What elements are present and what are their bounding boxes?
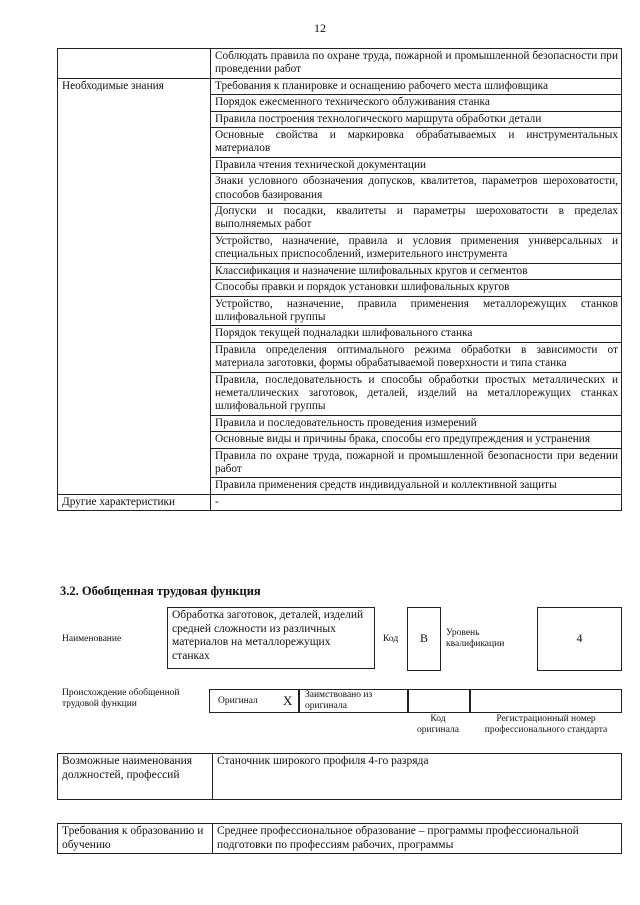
knowledge-item: Порядок ежесменного технического облуживания станка (211, 95, 622, 111)
code-original-cell (407, 689, 471, 713)
original-label: Оригинал (218, 696, 258, 706)
knowledge-item: Правила применения средств индивидуальной и коллективной защиты (211, 478, 622, 494)
level-value-box: 4 (537, 607, 622, 671)
knowledge-item: Правила, последовательность и способы обработки простых металлических и неметаллических заготовок, деталей, изделий на металлорежущих станках шлифовальной группы (211, 372, 622, 415)
other-characteristics-label: Другие характеристики (58, 494, 211, 510)
knowledge-item: Классификация и назначение шлифовальных кругов и сегментов (211, 263, 622, 279)
name-label: Наименование (62, 634, 122, 644)
level-label: Уровень квалификации (446, 628, 505, 649)
professions-label: Возможные наименования должностей, профессий (58, 754, 213, 800)
knowledge-item: Основные виды и причины брака, способы его предупреждения и устранения (211, 432, 622, 448)
knowledge-item: Правила по охране труда, пожарной и промышленной безопасности при ведении работ (211, 448, 622, 478)
code-original-label: Код оригинала (417, 714, 459, 735)
knowledge-label: Необходимые знания (58, 78, 211, 494)
knowledge-item: Требования к планировке и оснащению рабочего места шлифовщика (211, 78, 622, 94)
knowledge-item: Знаки условного обозначения допусков, квалитетов, параметров шероховатости, способов базирования (211, 174, 622, 204)
table-row (58, 49, 622, 79)
table-row (58, 494, 622, 510)
borrowed-cell (298, 689, 409, 713)
table-cell (58, 49, 211, 79)
knowledge-table (57, 48, 622, 511)
other-characteristics-value: - (211, 494, 622, 510)
knowledge-item: Порядок текущей подналадки шлифовального станка (211, 326, 622, 342)
education-table (57, 823, 622, 854)
knowledge-item: Основные свойства и маркировка обрабатываемых и инструментальных материалов (211, 128, 622, 158)
borrowed-label: Заимствовано из оригинала (305, 690, 373, 711)
original-cell (209, 689, 300, 713)
section-title: 3.2. Обобщенная трудовая функция (60, 584, 261, 598)
professions-table (57, 753, 622, 800)
knowledge-item: Правила определения оптимального режима обработки в зависимости от материала заготовки, формы обрабатываемой поверхности и типа станка (211, 342, 622, 372)
table-row (58, 824, 622, 854)
knowledge-item: Правила построения технологического маршрута обработки детали (211, 111, 622, 127)
knowledge-item: Способы правки и порядок установки шлифовальных кругов (211, 280, 622, 296)
table-row (58, 78, 622, 94)
original-mark: X (283, 693, 293, 708)
knowledge-item: Устройство, назначение, правила и условия применения универсальных и специальных приспособлений, измерительного инструмента (211, 233, 622, 263)
knowledge-item: Допуски и посадки, квалитеты и параметры шероховатости в пределах выполняемых работ (211, 204, 622, 234)
knowledge-item: Правила и последовательность проведения измерений (211, 415, 622, 431)
table-cell: Соблюдать правила по охране труда, пожарной и промышленной безопасности при проведении работ (211, 49, 622, 79)
origin-label: Происхождение обобщенной трудовой функции (62, 688, 180, 709)
code-value-box: В (407, 607, 441, 671)
table-row (58, 754, 622, 800)
knowledge-item: Правила чтения технической документации (211, 157, 622, 173)
reg-number-cell (469, 689, 622, 713)
education-value: Среднее профессиональное образование – программы профессиональной подготовки по профессиям рабочих, программы (213, 824, 622, 854)
function-name-box: Обработка заготовок, деталей, изделий средней сложности из различных материалов на металлорежущих станках (167, 607, 375, 669)
education-label: Требования к образованию и обучению (58, 824, 213, 854)
knowledge-item: Устройство, назначение, правила применения металлорежущих станков шлифовальной группы (211, 296, 622, 326)
code-label: Код (383, 634, 399, 644)
reg-number-label: Регистрационный номер профессионального стандарта (484, 714, 608, 735)
professions-value: Станочник широкого профиля 4-го разряда (213, 754, 622, 800)
page-number: 12 (314, 21, 326, 35)
